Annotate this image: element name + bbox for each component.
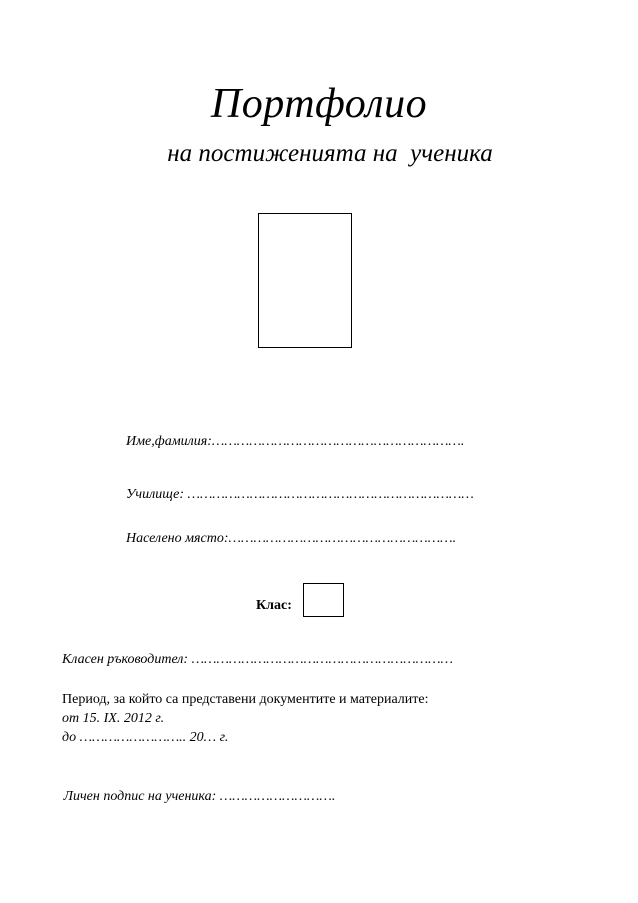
period-intro: Период, за който са представени документите и материалите: (62, 692, 429, 707)
town-field: Населено място:………………………………………………. (126, 531, 457, 546)
photo-placeholder (258, 213, 352, 348)
period-to: до …………………….. 20… г. (62, 730, 229, 745)
school-field: Училище: …………………………………………………………… (126, 487, 474, 502)
class-box (303, 583, 344, 617)
class-teacher-field: Класен ръководител: ……………………………………………………… (62, 652, 453, 667)
document-subtitle: на постиженията на ученика (167, 140, 493, 167)
document-title: Портфолио (210, 81, 428, 127)
period-from: от 15. IX. 2012 г. (62, 711, 165, 726)
student-signature-field: Личен подпис на ученика: ………………………. (60, 789, 336, 804)
class-label: Клас: (256, 598, 292, 613)
name-field: Име,фамилия:……………………………………………………. (126, 434, 465, 449)
